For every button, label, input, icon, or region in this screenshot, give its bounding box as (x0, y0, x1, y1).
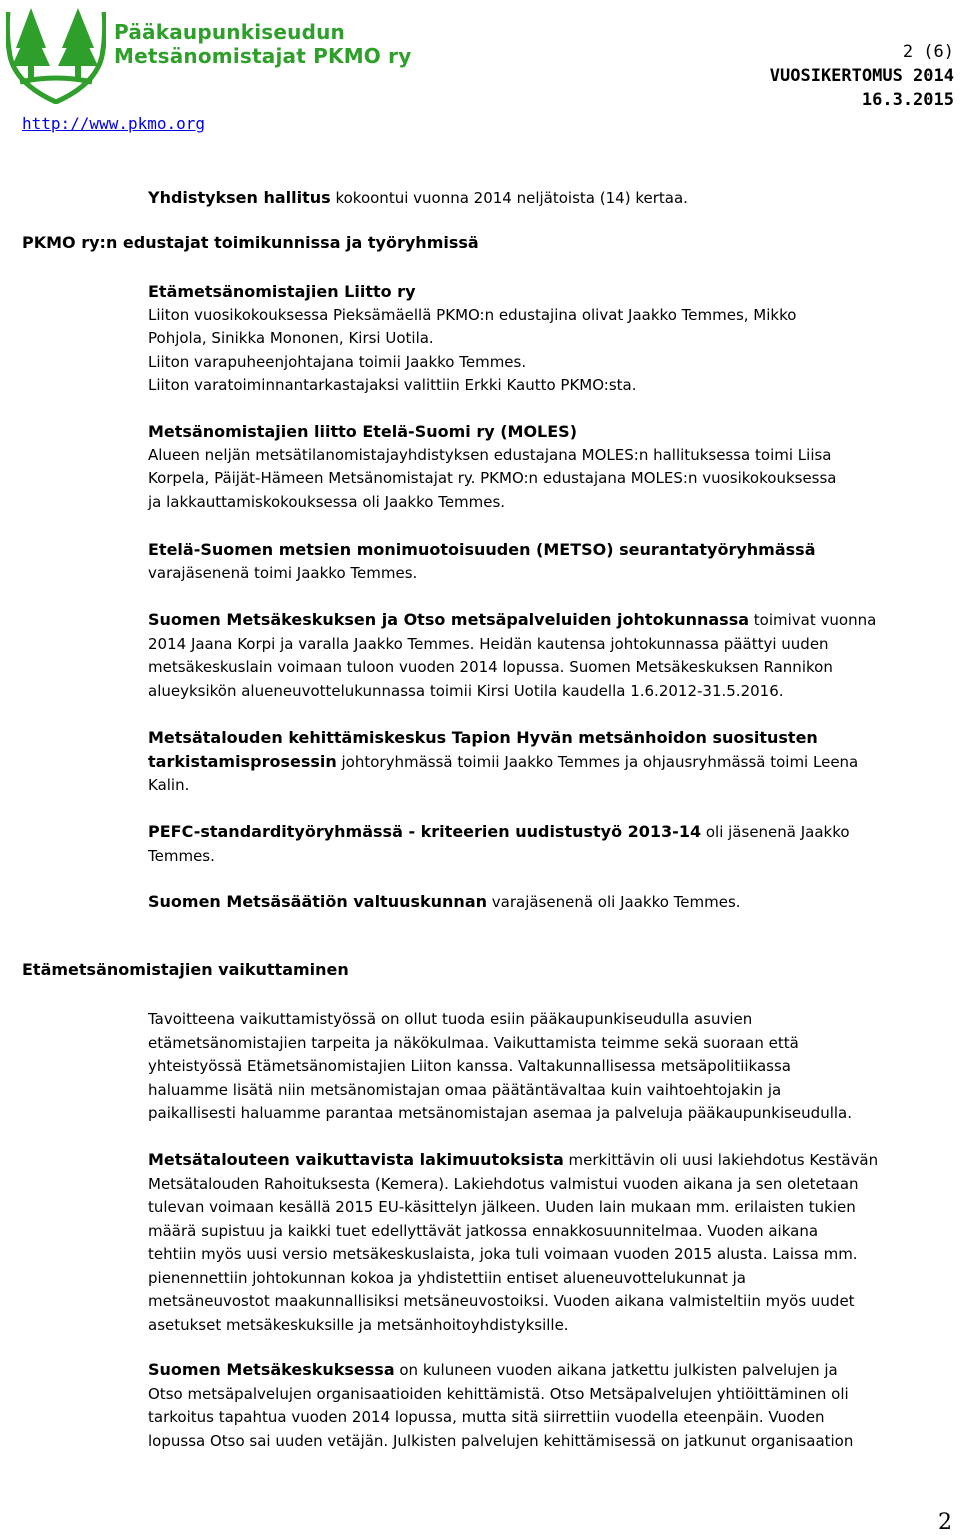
pefc-section (148, 820, 956, 868)
pefc-line: oli jäsenenä Jaakko (701, 823, 850, 841)
smk-bold: Suomen Metsäkeskuksen ja Otso metsäpalveluiden johtokunnassa (148, 610, 750, 629)
board-text: kokoontui vuonna 2014 neljätoista (14) kertaa. (330, 189, 688, 207)
laws-line: tulevan voimaan kesällä 2015 EU-käsittelyn jälkeen. Uuden lain mukaan mm. erilaisten tukien (148, 1198, 856, 1216)
liitto-heading: Etämetsänomistajien Liitto ry (148, 282, 416, 301)
goal-line: paikallisesti haluamme parantaa metsänomistajan asemaa ja palveluja pääkaupunkiseudulla. (148, 1104, 852, 1122)
moles-line: Alueen neljän metsätilanomistajayhdistyksen edustajana MOLES:n hallituksessa toimi Liisa (148, 445, 832, 464)
metso-section (148, 538, 956, 585)
smk2-line: lopussa Otso sai uuden vetäjän. Julkisten palvelujen kehittämisessä on jatkunut organisaation (148, 1431, 854, 1450)
header-meta (770, 40, 954, 112)
liitto-line: Liiton varapuheenjohtajana toimii Jaakko Temmes. (148, 352, 527, 371)
smk-line: alueyksikön alueneuvottelukunnassa toimii Kirsi Uotila kaudella 1.6.2012-31.5.2016. (148, 681, 784, 700)
pefc-bold: PEFC-standardityöryhmässä - kriteerien uudistustyö 2013-14 (148, 822, 702, 841)
smk2-line: on kuluneen vuoden aikana jatkettu julkisten palvelujen ja (394, 1361, 838, 1379)
goal-line: Tavoitteena vaikuttamistyössä on ollut tuoda esiin pääkaupunkiseudulla asuvien (148, 1010, 753, 1028)
goal-line: etämetsänomistajien tarpeita ja näkökulmaa. Vaikuttamista teimme sekä suoraan että (148, 1033, 799, 1052)
moles-line: ja lakkauttamiskokouksessa oli Jaakko Temmes. (148, 492, 506, 511)
org-name-line2: Metsänomistajat PKMO ry (114, 44, 412, 68)
page-indicator: 2 (6) (902, 42, 954, 62)
reps-heading: PKMO ry:n edustajat toimikunnissa ja työryhmissä (22, 233, 479, 252)
liitto-line: Liiton vuosikokouksessa Pieksämäellä PKMO:n edustajina olivat Jaakko Temmes, Mikko (148, 305, 797, 324)
metso-line: varajäsenenä toimi Jaakko Temmes. (148, 563, 418, 582)
document-date: 16.3.2015 (861, 90, 954, 110)
smk-line: 2014 Jaana Korpi ja varalla Jaakko Temmes. Heidän kautensa johtokunnassa päättyi uuden (148, 634, 829, 653)
smk2-bold: Suomen Metsäkeskuksessa (148, 1360, 395, 1379)
sms-bold: Suomen Metsäsäätiön valtuuskunnan (148, 892, 487, 911)
laws-section (148, 1148, 956, 1337)
laws-line: metsäneuvostot maakunnallisiksi metsäneuvostoiksi. Vuoden aikana valmisteltiin myös uudet (148, 1292, 855, 1310)
sms-text: varajäsenenä oli Jaakko Temmes. (487, 893, 741, 911)
smk2-line: tarkoitus tapahtua vuoden 2014 lopussa, mutta sitä siirrettiin vuodella eteenpäin. Vuoden (148, 1408, 825, 1426)
metso-heading: Etelä-Suomen metsien monimuotoisuuden (METSO) seurantatyöryhmässä (148, 540, 816, 559)
moles-section (148, 420, 956, 514)
liitto-line: Liiton varatoiminnantarkastajaksi valittiin Erkki Kautto PKMO:sta. (148, 376, 637, 394)
board-paragraph (148, 186, 956, 211)
website-link[interactable]: http://www.pkmo.org (22, 114, 206, 133)
tapio-heading: Metsätalouden kehittämiskeskus Tapion Hyvän metsänhoidon suositusten (148, 728, 818, 747)
tapio-bold: tarkistamisprosessin (148, 751, 337, 771)
pkmo-logo (6, 4, 106, 104)
org-name-line1: Pääkaupunkiseudun (114, 20, 345, 44)
tapio-section (148, 726, 956, 798)
pefc-line: Temmes. (148, 846, 215, 865)
liitto-line: Pohjola, Sinikka Mononen, Kirsi Uotila. (148, 329, 434, 347)
tapio-line: johtoryhmässä toimii Jaakko Temmes ja ohjausryhmässä toimi Leena (336, 752, 859, 771)
tree-logo-icon (6, 4, 106, 104)
tapio-line: Kalin. (148, 776, 190, 794)
smk-line: metsäkeskuslain voimaan tuloon vuoden 2014 lopussa. Suomen Metsäkeskuksen Rannikon (148, 658, 833, 676)
sms-section (148, 890, 956, 915)
laws-line: asetukset metsäkeskuksille ja metsänhoitoyhdistyksille. (148, 1315, 569, 1334)
goal-line: yhteistyössä Etämetsänomistajien Liiton kanssa. Valtakunnallisessa metsäpolitiikassa (148, 1057, 791, 1075)
smk-line: toimivat vuonna (749, 611, 877, 629)
moles-heading: Metsänomistajien liitto Etelä-Suomi ry (MOLES) (148, 422, 578, 441)
smk-section (148, 608, 956, 703)
liitto-section (148, 280, 956, 398)
moles-line: Korpela, Päijät-Hämeen Metsänomistajat ry. PKMO:n edustajana MOLES:n vuosikokouksessa (148, 469, 837, 487)
smk2-section (148, 1358, 956, 1453)
laws-line: merkittävin oli uusi lakiehdotus Kestävän (563, 1151, 879, 1169)
document-title: VUOSIKERTOMUS 2014 (769, 66, 954, 86)
laws-line: tehtiin myös uusi versio metsäkeskuslaista, joka tuli voimaan vuoden 2015 alusta. Laissa mm. (148, 1245, 858, 1263)
board-bold: Yhdistyksen hallitus (148, 188, 331, 207)
org-name (114, 20, 411, 68)
goal-line: haluamme lisätä niin metsänomistajan omaa päätäntävaltaa kuin vaihtoehtojakin ja (148, 1080, 782, 1099)
laws-line: määrä supistuu ja kaikki tuet edellyttävät jatkossa ennakkosuunnitelmaa. Vuoden aikana (148, 1221, 819, 1240)
footer-page-number: 2 (938, 1510, 952, 1535)
section2-heading: Etämetsänomistajien vaikuttaminen (22, 960, 349, 979)
smk2-line: Otso metsäpalvelujen organisaatioiden kehittämistä. Otso Metsäpalvelujen yhtiöittäminen oli (148, 1384, 849, 1403)
laws-line: pienennettiin johtokunnan kokoa ja yhdistettiin entiset alueneuvottelukunnat ja (148, 1268, 746, 1287)
goal-section (148, 1008, 956, 1126)
laws-bold: Metsätalouteen vaikuttavista lakimuutoksista (148, 1150, 564, 1169)
laws-line: Metsätalouden Rahoituksesta (Kemera). Lakiehdotus valmistui vuoden aikana ja sen oletetaan (148, 1174, 859, 1193)
